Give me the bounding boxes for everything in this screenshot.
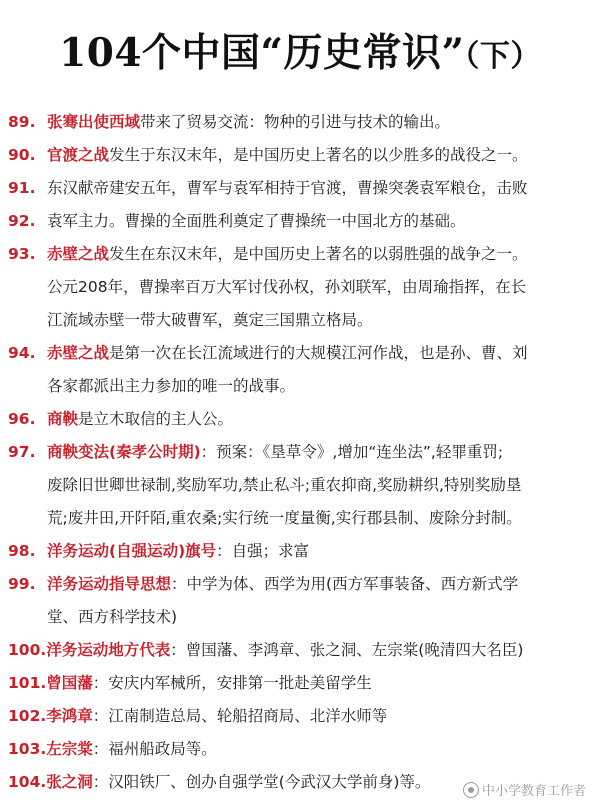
item-text: 发生于东汉末年，是中国历史上著名的以少胜多的战役之一。 xyxy=(109,146,528,164)
item-continuation: 公元208年，曹操率百万大军讨伐孙权，孙刘联军，由周瑜指挥，在长 xyxy=(47,278,527,296)
item-keyword: 赤壁之战 xyxy=(47,245,110,263)
knowledge-list xyxy=(8,106,592,799)
item-number: 98. xyxy=(8,542,36,560)
item-continuation: 废除旧世卿世禄制,奖励军功,禁止私斗;重农抑商,奖励耕织,特别奖励垦 xyxy=(47,476,522,494)
list-item xyxy=(8,634,592,667)
list-item xyxy=(8,733,592,766)
item-number: 104. xyxy=(8,773,47,791)
watermark xyxy=(463,780,586,799)
item-number: 94. xyxy=(8,344,36,362)
item-continuation: 荒;废井田,开阡陌,重农桑;实行统一度量衡,实行郡县制、废除分封制。 xyxy=(47,509,522,527)
item-keyword: 李鸿章 xyxy=(46,707,93,725)
item-keyword: 赤壁之战 xyxy=(47,344,110,362)
item-number: 92. xyxy=(8,212,36,230)
item-continuation: 堂、西方科学技术) xyxy=(47,608,178,626)
item-keyword: 商鞅变法(秦孝公时期) xyxy=(47,443,201,461)
item-text: ：中学为体、西学为用(西方军事装备、西方新式学 xyxy=(171,575,519,593)
page-title xyxy=(0,22,600,78)
item-text: 是第一次在长江流域进行的大规模江河作战，也是孙、曹、刘 xyxy=(109,344,528,362)
item-number: 91. xyxy=(8,179,36,197)
watermark-text: 中小学教育工作者 xyxy=(481,784,586,799)
item-number: 101. xyxy=(8,674,47,692)
item-text: ：预案：《垦草令》,增加“连坐法”,轻罪重罚; xyxy=(200,443,504,461)
item-number: 100. xyxy=(8,641,47,659)
account-logo-icon xyxy=(463,782,479,798)
item-keyword: 张骞出使西域 xyxy=(47,113,141,131)
item-number: 99. xyxy=(8,575,36,593)
list-item xyxy=(8,337,592,370)
title-sub: （下） xyxy=(464,39,541,74)
item-text: ：曾国藩、李鸿章、张之洞、左宗棠(晚清四大名臣) xyxy=(170,641,524,659)
list-item xyxy=(8,700,592,733)
item-keyword: 张之洞 xyxy=(46,773,93,791)
list-item xyxy=(8,667,592,700)
item-keyword: 官渡之战 xyxy=(47,146,110,164)
item-number: 90. xyxy=(8,146,36,164)
list-item xyxy=(8,238,592,271)
item-text: 发生在东汉末年，是中国历史上著名的以弱胜强的战争之一。 xyxy=(109,245,528,263)
item-continuation: 江流域赤壁一带大破曹军，奠定三国鼎立格局。 xyxy=(47,311,373,329)
item-text: ：福州船政局等。 xyxy=(92,740,217,758)
list-item xyxy=(8,205,592,238)
item-continuation: 各家都派出主力参加的唯一的战事。 xyxy=(47,377,296,395)
list-item xyxy=(8,172,592,205)
item-text: ：江南制造总局、轮船招商局、北洋水师等 xyxy=(92,707,388,725)
item-keyword: 洋务运动(自强运动)旗号 xyxy=(47,542,217,560)
list-item xyxy=(8,535,592,568)
item-text: ：安庆内军械所，安排第一批赴美留学生 xyxy=(92,674,372,692)
item-number: 103. xyxy=(8,740,47,758)
list-item xyxy=(8,106,592,139)
item-text: ：汉阳铁厂、创办自强学堂(今武汉大学前身)等。 xyxy=(92,773,431,791)
item-keyword: 洋务运动指导思想 xyxy=(47,575,172,593)
list-item xyxy=(8,568,592,601)
item-number: 96. xyxy=(8,410,36,428)
item-text: 是立木取信的主人公。 xyxy=(78,410,234,428)
item-text: 东汉献帝建安五年，曹军与袁军相持于官渡，曹操突袭袁军粮仓，击败 xyxy=(47,179,528,197)
list-item xyxy=(8,436,592,469)
item-keyword: 曾国藩 xyxy=(46,674,93,692)
item-text: ：自强；求富 xyxy=(216,542,310,560)
list-item xyxy=(8,403,592,436)
item-number: 102. xyxy=(8,707,47,725)
item-number: 97. xyxy=(8,443,36,461)
item-text: 带来了贸易交流：物种的引进与技术的输出。 xyxy=(140,113,451,131)
item-text: 袁军主力。曹操的全面胜利奠定了曹操统一中国北方的基础。 xyxy=(47,212,466,230)
item-keyword: 洋务运动地方代表 xyxy=(46,641,171,659)
item-number: 89. xyxy=(8,113,36,131)
list-item xyxy=(8,139,592,172)
item-keyword: 左宗棠 xyxy=(46,740,93,758)
item-number: 93. xyxy=(8,245,36,263)
item-keyword: 商鞅 xyxy=(47,410,79,428)
title-main: 104个中国“历史常识” xyxy=(59,30,465,76)
